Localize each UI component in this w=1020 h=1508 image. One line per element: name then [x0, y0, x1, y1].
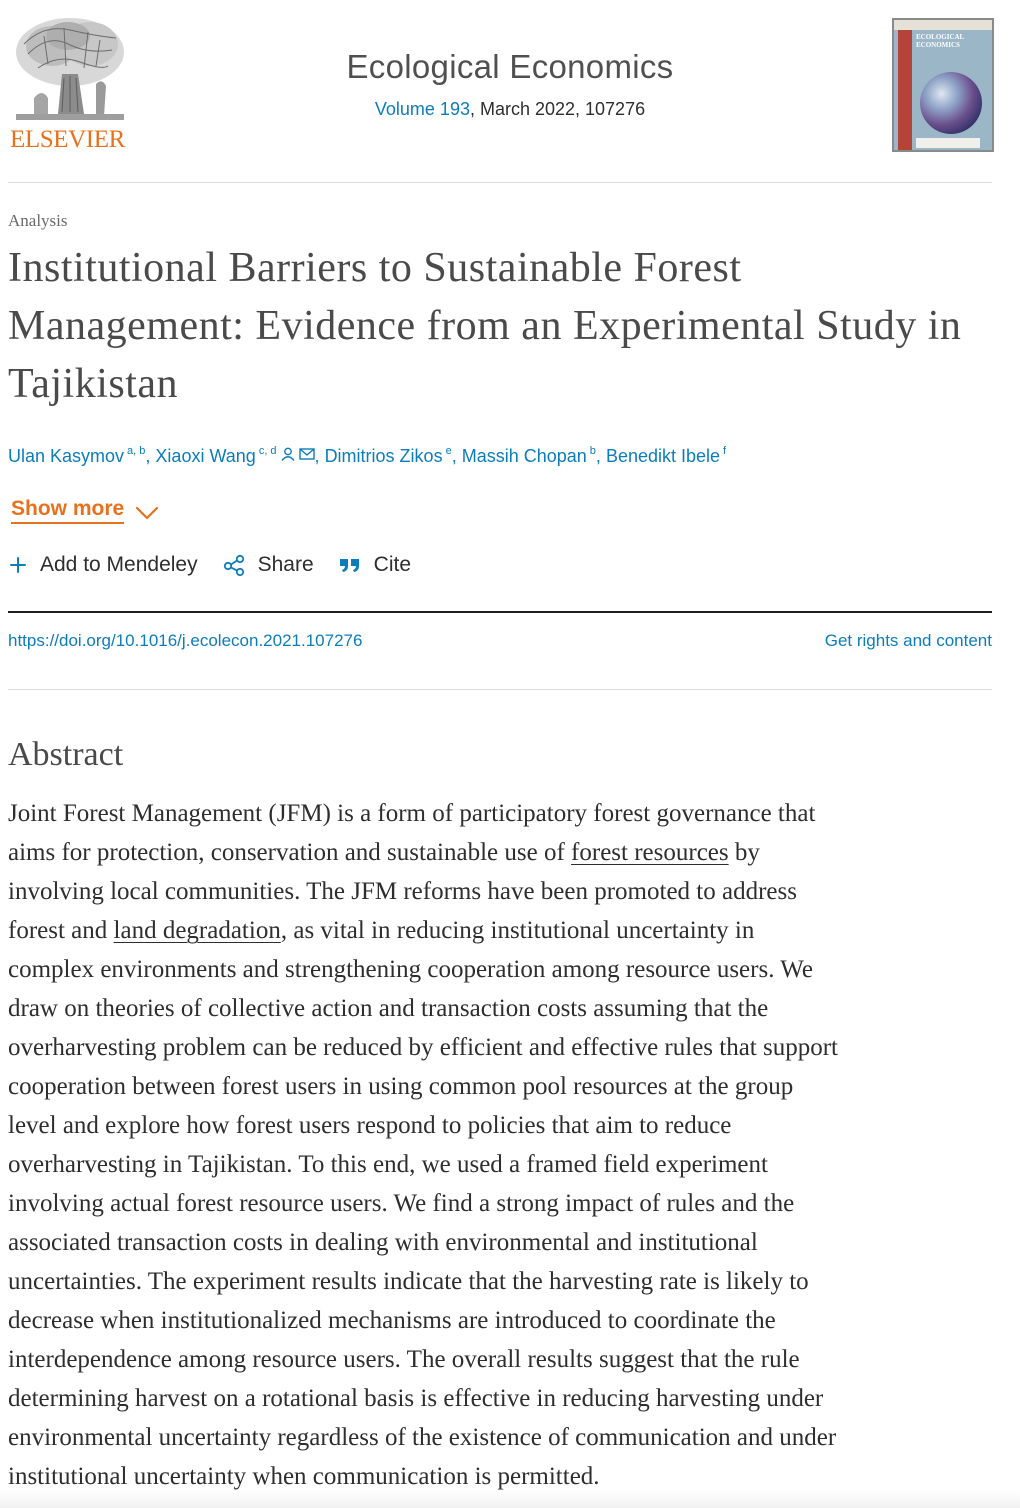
abstract-line — [8, 911, 998, 950]
publisher-name: ELSEVIER — [10, 126, 125, 153]
abstract-line: overharvesting in Tajikistan. To this end, we used a framed field experiment — [8, 1151, 768, 1178]
author-affiliation: c, d — [258, 445, 277, 457]
abstract-line: associated transaction costs in dealing with environmental and institutional — [8, 1229, 758, 1256]
cover-title: ECOLOGICAL ECONOMICS — [916, 33, 964, 49]
abstract-heading: Abstract — [8, 736, 124, 773]
author-separator: , — [451, 446, 462, 466]
author-name: Benedikt Ibele — [605, 446, 721, 466]
abstract-line: involving actual forest resource users. We find a strong impact of rules and the — [8, 1190, 795, 1217]
show-more-button[interactable] — [11, 497, 160, 524]
chevron-down-icon — [134, 505, 160, 521]
author-name: Dimitrios Zikos — [324, 446, 443, 466]
author-affiliation: e — [445, 445, 452, 457]
abstract-line: level and explore how forest users respond to policies that aim to reduce — [8, 1112, 732, 1139]
journal-title-link[interactable]: Ecological Economics — [346, 48, 674, 85]
abstract-text — [8, 794, 998, 1496]
share-button[interactable] — [222, 553, 314, 577]
doi-link[interactable]: https://doi.org/10.1016/j.ecolecon.2021.107276 — [8, 631, 363, 650]
volume-link[interactable]: Volume 193 — [374, 99, 470, 119]
abstract-text-run: forest and — [8, 917, 114, 944]
author-separator: , — [145, 446, 156, 466]
author-link[interactable] — [155, 446, 314, 466]
author-link[interactable] — [462, 446, 596, 466]
article-actions — [8, 553, 435, 577]
abstract-line: cooperation between forest users in using common pool resources at the group — [8, 1073, 794, 1100]
abstract-line: draw on theories of collective action and transaction costs assuming that the — [8, 995, 769, 1022]
abstract-line — [8, 833, 998, 872]
journal-cover-image[interactable] — [892, 18, 994, 152]
author-name: Ulan Kasymov — [8, 446, 125, 466]
author-affiliation: f — [723, 445, 727, 457]
abstract-line: determining harvest on a rotational basis is effective in reducing harvesting under — [8, 1385, 824, 1412]
author-link[interactable] — [8, 446, 145, 466]
person-icon — [280, 447, 296, 461]
abstract-line: environmental uncertainty regardless of the existence of communication and under — [8, 1424, 837, 1451]
abstract-line: decrease when institutionalized mechanisms are introduced to coordinate the — [8, 1307, 776, 1334]
globe-image — [920, 72, 982, 134]
author-name: Massih Chopan — [461, 446, 587, 466]
abstract-line: Joint Forest Management (JFM) is a form of participatory forest governance that — [8, 800, 816, 827]
abstract-line: uncertainties. The experiment results indicate that the harvesting rate is likely to — [8, 1268, 809, 1295]
author-affiliation: a, b — [127, 445, 146, 457]
share-label: Share — [257, 553, 314, 576]
share-icon — [222, 553, 246, 577]
author-link[interactable] — [606, 446, 726, 466]
author-name: Xiaoxi Wang — [155, 446, 256, 466]
cover-footer — [916, 138, 980, 148]
email-icon — [299, 447, 315, 461]
cover-strip — [894, 20, 992, 30]
get-rights-link[interactable]: Get rights and content — [824, 631, 992, 650]
plus-icon — [8, 555, 28, 575]
cite-button[interactable] — [338, 553, 411, 577]
article-type: Analysis — [8, 211, 68, 230]
abstract-line: complex environments and strengthening cooperation among resource users. We — [8, 956, 813, 983]
abstract-text-run: by — [728, 839, 760, 866]
journal-header — [0, 0, 1020, 184]
doi-divider — [8, 689, 992, 690]
abstract-line: overharvesting problem can be reduced by efficient and effective rules that support — [8, 1034, 839, 1061]
author-affiliation: b — [589, 445, 596, 457]
show-more-label: Show more — [11, 497, 124, 524]
author-separator: , — [595, 446, 606, 466]
issue-info: , March 2022, 107276 — [469, 99, 646, 119]
author-link[interactable] — [325, 446, 452, 466]
page-bottom-fade — [0, 1490, 1020, 1508]
quote-icon — [338, 555, 362, 575]
tree-logo-icon — [8, 14, 132, 126]
header-divider — [8, 182, 992, 183]
abstract-text-run: , as vital in reducing institutional uncertainty in — [280, 917, 755, 944]
add-to-mendeley-label: Add to Mendeley — [40, 553, 198, 576]
cover-spine — [898, 30, 912, 152]
actions-divider — [8, 611, 992, 613]
abstract-text-run: aims for protection, conservation and sustainable use of — [8, 839, 572, 866]
author-list — [8, 445, 998, 467]
cite-label: Cite — [373, 553, 412, 576]
journal-info — [250, 48, 770, 120]
topic-link-forest-resources[interactable]: forest resources — [571, 839, 729, 866]
topic-link-land-degradation[interactable]: land degradation — [113, 917, 281, 944]
article-title: Institutional Barriers to Sustainable Forest Management: Evidence from an Experimental Study in Tajikistan — [8, 245, 962, 407]
journal-issue — [250, 99, 770, 120]
author-separator: , — [314, 446, 325, 466]
abstract-line: interdependence among resource users. The overall results suggest that the rule — [8, 1346, 800, 1373]
add-to-mendeley-button[interactable] — [8, 553, 198, 577]
abstract-line: institutional uncertainty when communication is permitted. — [8, 1463, 600, 1490]
abstract-line: involving local communities. The JFM reforms have been promoted to address — [8, 878, 797, 905]
